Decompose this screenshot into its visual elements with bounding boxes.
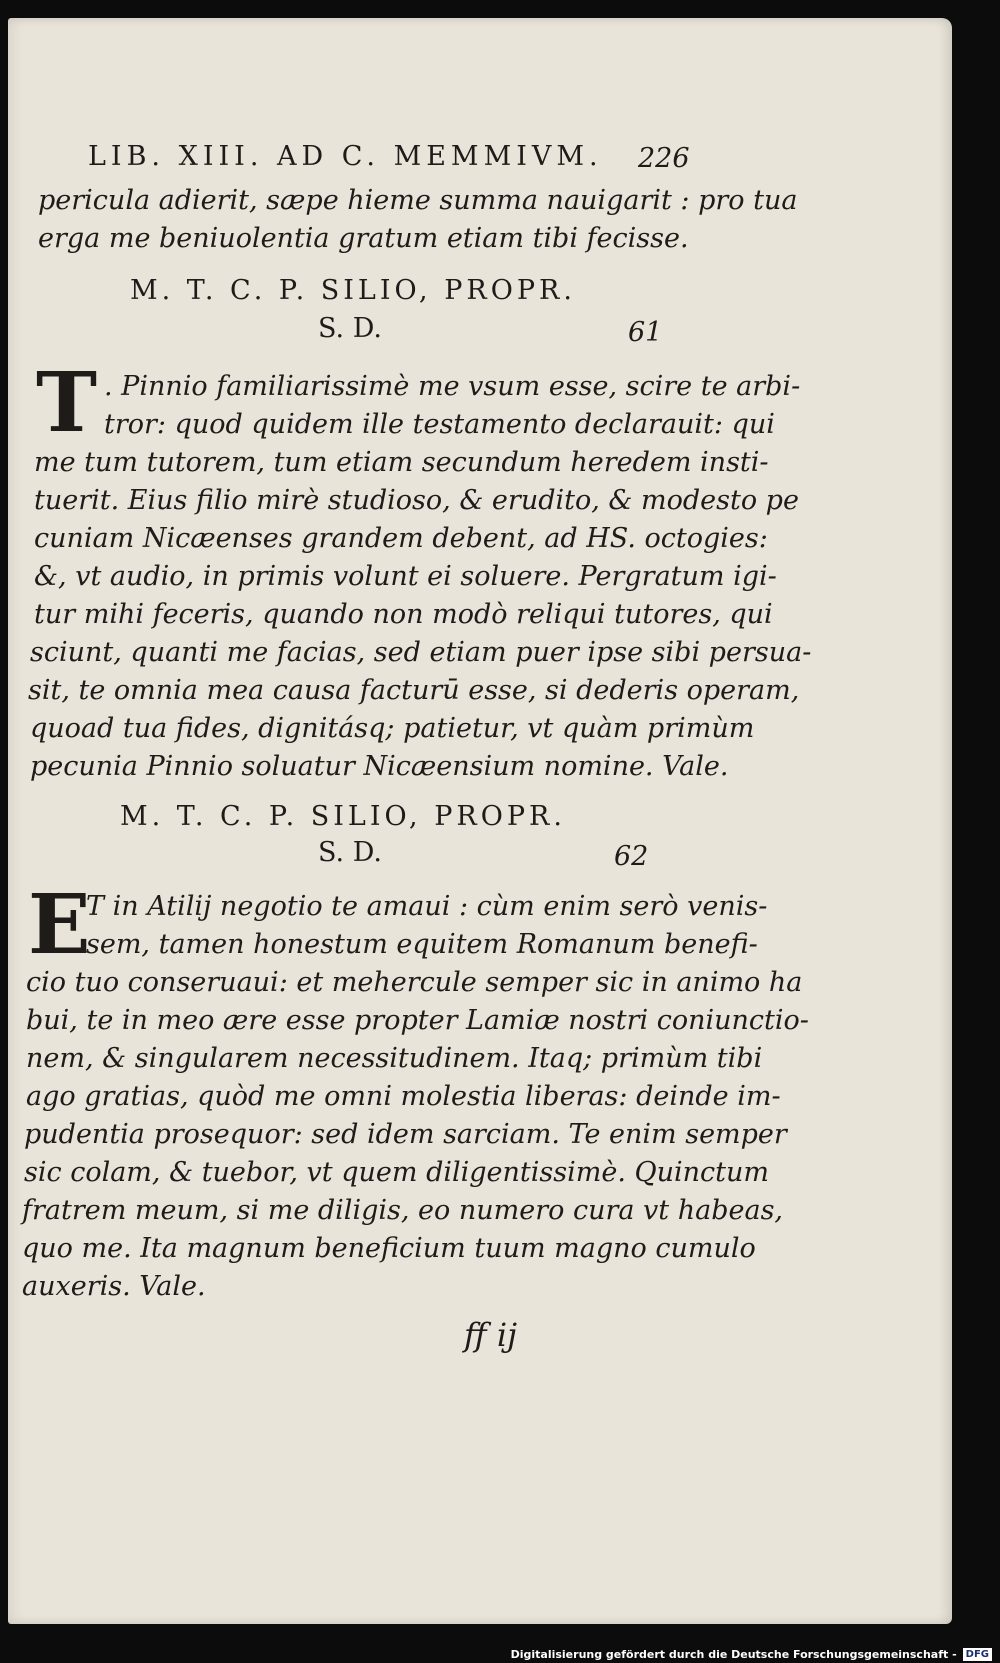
letter-61-line-10: quoad tua fides, dignitásq; patietur, vt quàm primùm xyxy=(30,713,755,744)
page-number: 226 xyxy=(638,143,690,174)
footer-credit: Digitalisierung gefördert durch die Deutsche Forschungsgemeinschaft - xyxy=(510,1648,957,1661)
letter-61-line-11: pecunia Pinnio soluatur Nicæensium nomine. Vale. xyxy=(30,751,729,782)
letter-61-line-6: &, vt audio, in primis volunt ei soluere. Pergratum igi- xyxy=(34,561,777,592)
letter-62-line-5: nem, & singularem necessitudinem. Itaq; primùm tibi xyxy=(26,1043,763,1074)
letter-62-line-4: bui, te in meo ære esse propter Lamiæ nostri coniunctio- xyxy=(26,1005,809,1036)
letter-62-drop-cap: E xyxy=(28,877,91,973)
letter-61-line-1: . Pinnio familiarissimè me vsum esse, scire te arbi- xyxy=(104,371,801,402)
letter-61-line-4: tuerit. Eius filio mirè studioso, & erudito, & modesto pe xyxy=(34,485,799,516)
letter-61-line-8: sciunt, quanti me facias, sed etiam puer ipse sibi persua- xyxy=(30,637,812,668)
letter-61-heading: M. T. C. P. SILIO, PROPR. xyxy=(130,275,576,306)
letter-61-drop-cap: T xyxy=(36,355,98,451)
running-head: LIB. XIII. AD C. MEMMIVM. xyxy=(88,141,603,172)
letter-62-salutation: S. D. xyxy=(318,837,382,868)
letter-61-line-9: sit, te omnia mea causa facturū esse, si dederis operam, xyxy=(28,675,800,706)
letter-61-line-5: cuniam Nicæenses grandem debent, ad HS. octogies: xyxy=(34,523,768,554)
opening-line-1: pericula adierit, sæpe hieme summa nauigarit : pro tua xyxy=(38,185,798,216)
letter-62-line-6: ago gratias, quòd me omni molestia liberas: deinde im- xyxy=(26,1081,781,1112)
letter-62-line-2: sem, tamen honestum equitem Romanum benefi- xyxy=(86,929,758,960)
letter-62-heading: M. T. C. P. SILIO, PROPR. xyxy=(120,801,566,832)
signature-mark: ff ij xyxy=(464,1316,517,1354)
digitization-footer xyxy=(511,1646,992,1663)
letter-61-line-3: me tum tutorem, tum etiam secundum heredem insti- xyxy=(34,447,769,478)
opening-line-2: erga me beniuolentia gratum etiam tibi fecisse. xyxy=(38,223,689,254)
letter-62-line-1: T in Atilij negotio te amaui : cùm enim serò venis- xyxy=(86,891,768,922)
letter-61-salutation: S. D. xyxy=(318,313,382,344)
letter-62-line-8: sic colam, & tuebor, vt quem diligentissimè. Quinctum xyxy=(24,1157,770,1188)
letter-62-line-3: cio tuo conseruaui: et mehercule semper sic in animo ha xyxy=(26,967,803,998)
paper-page xyxy=(8,18,952,1624)
letter-61-line-7: tur mihi feceris, quando non modò reliqui tutores, qui xyxy=(34,599,773,630)
letter-61-number: 61 xyxy=(628,317,663,348)
letter-62-line-9: fratrem meum, si me diligis, eo numero cura vt habeas, xyxy=(22,1195,784,1226)
letter-62-number: 62 xyxy=(614,841,649,872)
dfg-logo-icon: DFG xyxy=(963,1648,992,1661)
letter-62-line-7: pudentia prosequor: sed idem sarciam. Te enim semper xyxy=(24,1119,787,1150)
letter-62-line-11: auxeris. Vale. xyxy=(22,1271,206,1302)
letter-62-line-10: quo me. Ita magnum beneficium tuum magno cumulo xyxy=(22,1233,756,1264)
letter-61-line-2: tror: quod quidem ille testamento declarauit: qui xyxy=(104,409,775,440)
